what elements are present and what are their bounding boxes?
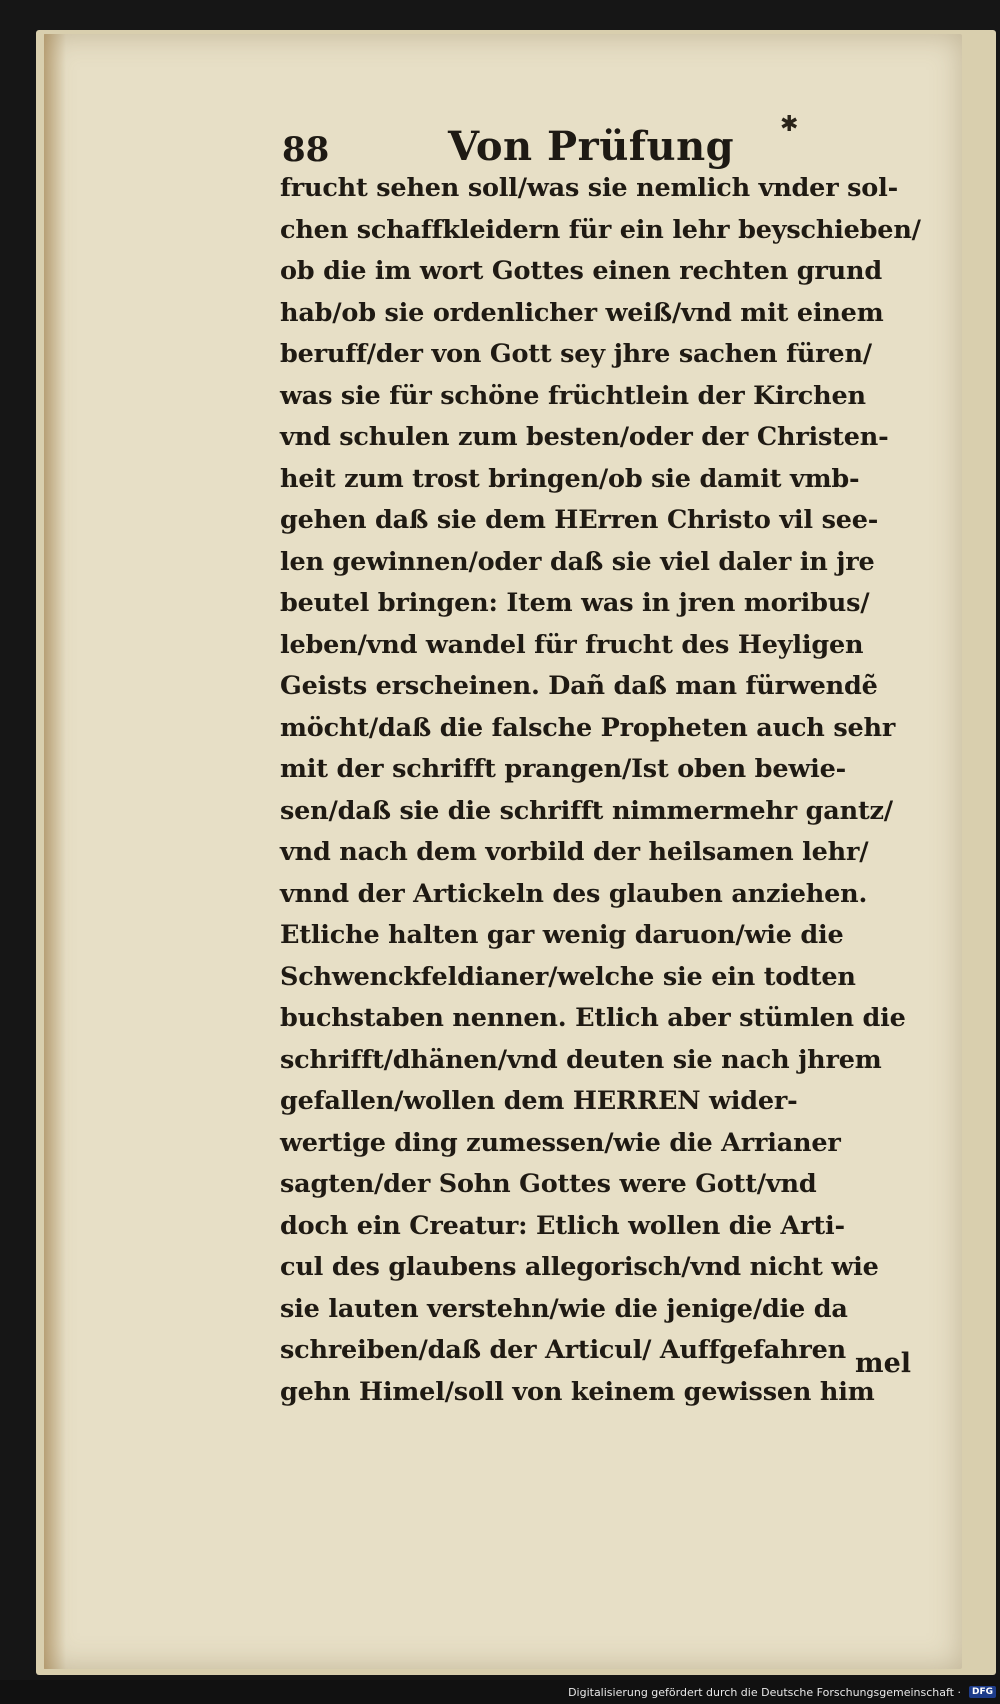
text-line: hab/ob sie ordenlicher weiß/vnd mit einem bbox=[280, 297, 884, 328]
text-line: beutel bringen: Item was in jren moribus/ bbox=[280, 588, 870, 618]
text-line: gehn Himel/soll von keinem gewissen him bbox=[280, 1376, 875, 1407]
text-line: beruff/der von Gott sey jhre sachen füren/ bbox=[280, 339, 872, 369]
text-line: frucht sehen soll/was sie nemlich vnder sol- bbox=[280, 173, 898, 203]
text-line: leben/vnd wandel für frucht des Heyligen bbox=[280, 629, 864, 660]
digitization-credit: Digitalisierung gefördert durch die Deutsche Forschungsgemeinschaft · bbox=[568, 1685, 961, 1699]
text-line: vnd nach dem vorbild der heilsamen lehr/ bbox=[280, 837, 869, 867]
text-line: Geists erscheinen. Dañ daß man fürwendẽ bbox=[280, 671, 878, 701]
text-line: schreiben/daß der Articul/ Auffgefahren bbox=[280, 1335, 847, 1365]
text-line: cul des glaubens allegorisch/vnd nicht wie bbox=[280, 1252, 879, 1282]
text-line: vnnd der Artickeln des glauben anziehen. bbox=[280, 878, 868, 909]
text-line: ob die im wort Gottes einen rechten grund bbox=[280, 256, 882, 286]
dfg-logo: DFG bbox=[969, 1686, 996, 1698]
text-line: Etliche halten gar wenig daruon/wie die bbox=[280, 920, 844, 950]
text-line: gehen daß sie dem HErren Christo vil see- bbox=[280, 505, 879, 535]
text-line: sie lauten verstehn/wie die jenige/die da bbox=[280, 1293, 848, 1324]
text-line: möcht/daß die falsche Propheten auch sehr bbox=[280, 712, 896, 743]
footer-bar bbox=[0, 1680, 1000, 1704]
text-line: len gewinnen/oder daß sie viel daler in jre bbox=[280, 546, 875, 577]
text-line: vnd schulen zum besten/oder der Christen- bbox=[280, 422, 889, 452]
catchword: mel bbox=[855, 1348, 912, 1379]
text-line: buchstaben nennen. Etlich aber stümlen die bbox=[280, 1003, 906, 1033]
text-line: heit zum trost bringen/ob sie damit vmb- bbox=[280, 463, 860, 494]
text-line: sen/daß sie die schrifft nimmermehr gantz/ bbox=[280, 795, 893, 826]
text-line: was sie für schöne früchtlein der Kirchen bbox=[280, 380, 866, 411]
running-head: Von Prüfung bbox=[448, 123, 735, 170]
text-line: doch ein Creatur: Etlich wollen die Arti- bbox=[280, 1210, 845, 1241]
text-line: Schwenckfeldianer/welche sie ein todten bbox=[280, 961, 856, 992]
text-line: sagten/der Sohn Gottes were Gott/vnd bbox=[280, 1169, 817, 1199]
text-line: schrifft/dhänen/vnd deuten sie nach jhrem bbox=[280, 1044, 882, 1075]
text-line: chen schaffkleidern für ein lehr beyschieben/ bbox=[280, 214, 921, 245]
page-binding-shade bbox=[44, 34, 66, 1669]
page-header bbox=[282, 112, 922, 170]
page-number: 88 bbox=[282, 130, 330, 170]
text-line: wertige ding zumessen/wie die Arrianer bbox=[280, 1127, 841, 1158]
text-line: gefallen/wollen dem HERREN wider- bbox=[280, 1086, 798, 1116]
text-line: mit der schrifft prangen/Ist oben bewie- bbox=[280, 754, 846, 784]
ornament-mark: ✱ bbox=[780, 112, 799, 137]
body-text bbox=[280, 168, 930, 1413]
